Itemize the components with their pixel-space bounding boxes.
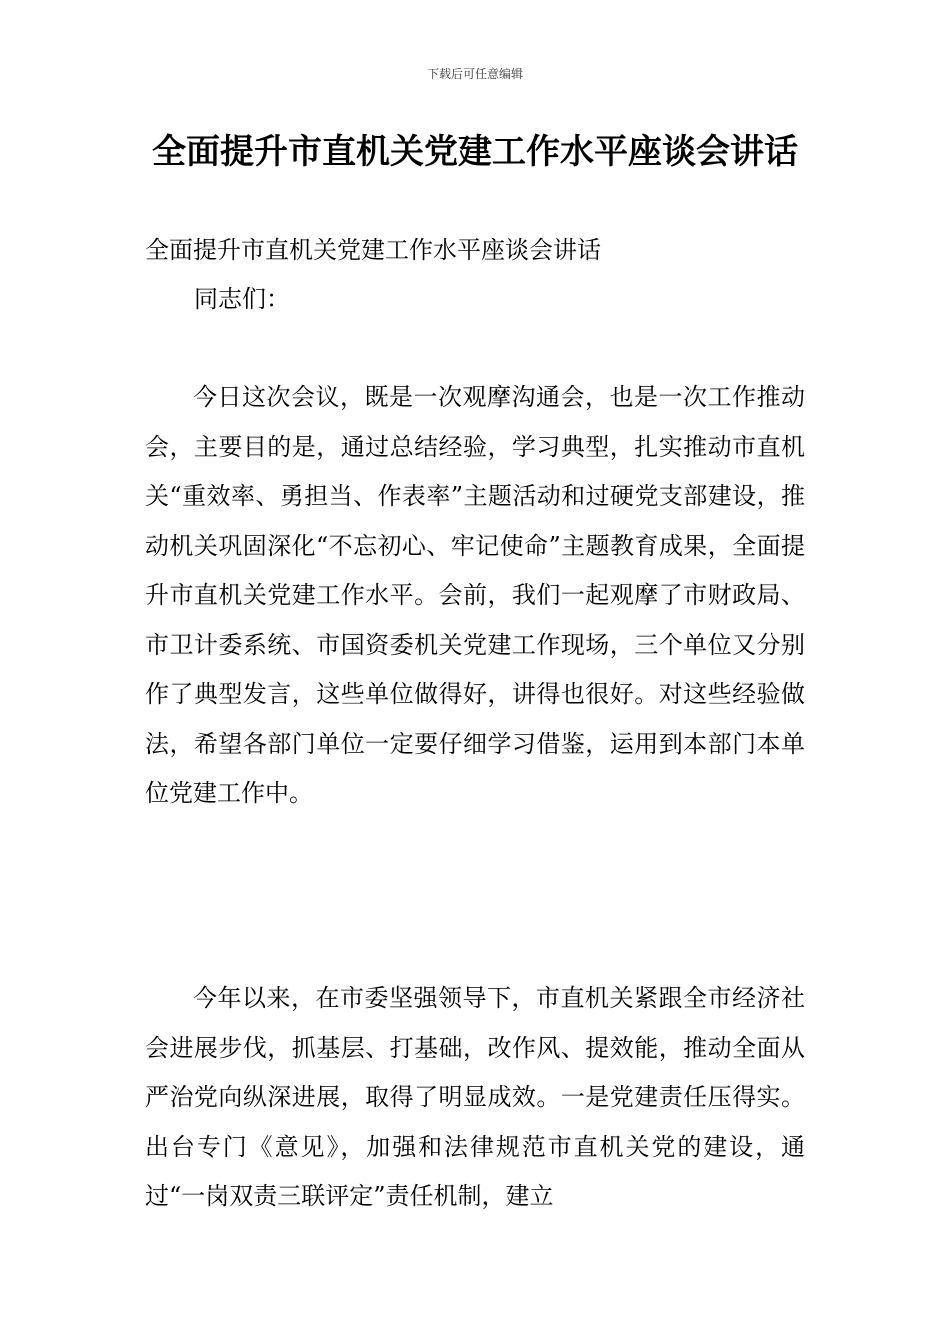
header-note: 下载后可任意编辑 <box>426 67 523 81</box>
document-subtitle: 全面提升市直机关党建工作水平座谈会讲话 <box>145 236 601 264</box>
body-paragraph: 今年以来，在市委坚强领导下，市直机关紧跟全市经济社会进展步伐，抓基层、打基础，改作风、提效能，推动全面从严治党向纵深进展，取得了明显成效。一是党建责任压得实。出台专门《意见》，加强和法律规范市直机关党的建设，通过“一岗双责三联评定”责任机制，建立 <box>145 984 805 1210</box>
document-title: 全面提升市直机关党建工作水平座谈会讲话 <box>152 132 798 172</box>
body-paragraph: 今日这次会议，既是一次观摩沟通会，也是一次工作推动会，主要目的是，通过总结经验，学习典型，扎实推动市直机关“重效率、勇担当、作表率”主题活动和过硬党支部建设，推动机关巩固深化“不忘初心、牢记使命”主题教育成果，全面提升市直机关党建工作水平。会前，我们一起观摩了市财政局、市卫计委系统、市国资委机关党建工作现场，三个单位又分别作了典型发言，这些单位做得好，讲得也很好。对这些经验做法，希望各部门单位一定要仔细学习借鉴，运用到本部门本单位党建工作中。 <box>145 383 805 807</box>
salutation: 同志们： <box>194 285 290 313</box>
